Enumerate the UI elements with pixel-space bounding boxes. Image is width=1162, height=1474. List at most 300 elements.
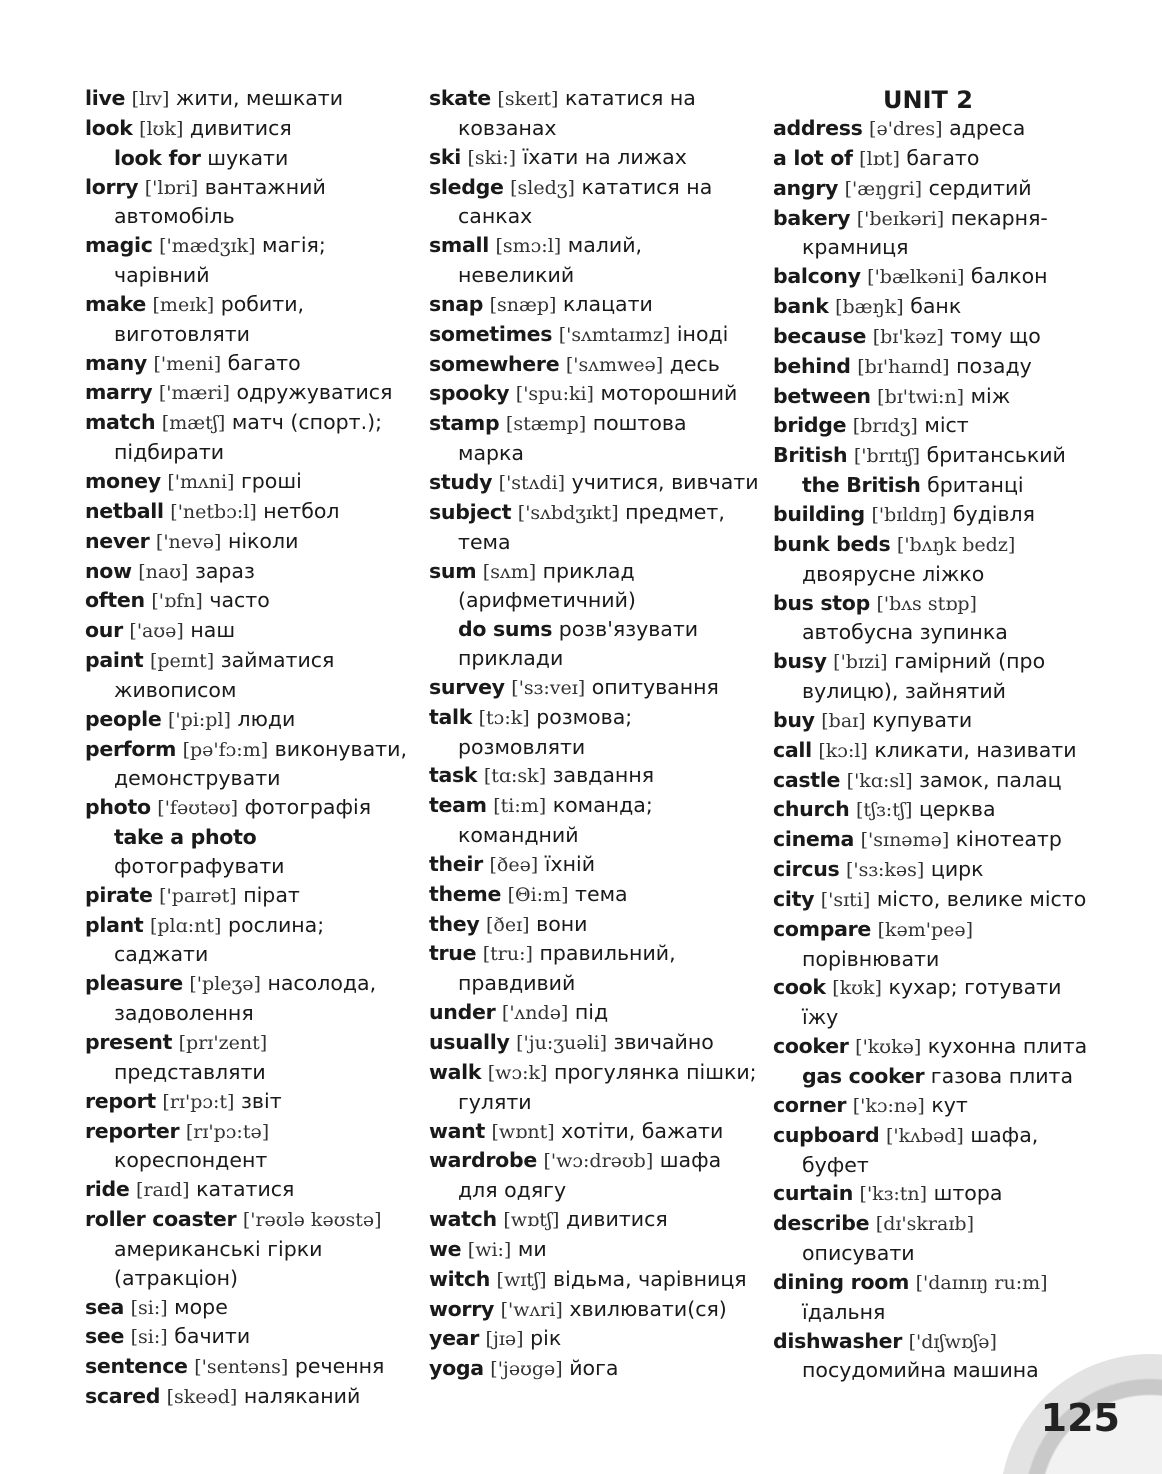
- definition: пірат: [243, 882, 300, 907]
- transcription: ['kʊkə]: [855, 1036, 922, 1059]
- dictionary-entry: [85, 527, 415, 557]
- headword: bridge: [773, 413, 847, 438]
- definition: правильний, правдивий: [458, 941, 676, 996]
- transcription: [rɪ'pɔ:tə]: [185, 1120, 270, 1143]
- dictionary-entry: [429, 1117, 759, 1147]
- transcription: ['spu:ki]: [515, 383, 594, 406]
- definition: кататися на санках: [458, 174, 713, 229]
- headword: talk: [429, 704, 473, 729]
- headword: address: [773, 116, 863, 140]
- transcription: [dɪ'skraɪb]: [875, 1213, 974, 1236]
- headword: lorry: [85, 174, 139, 199]
- transcription: ['bʌs stɒp]: [876, 592, 977, 615]
- definition: виконувати, демонструвати: [114, 736, 407, 791]
- column-1: [85, 84, 415, 1412]
- headword: roller coaster: [85, 1207, 237, 1232]
- dictionary-entry: [429, 290, 759, 320]
- definition: дивитися: [189, 115, 292, 140]
- dictionary-entry: [85, 290, 415, 349]
- transcription: [skeɪt]: [497, 88, 559, 110]
- dictionary-entry: [429, 409, 759, 468]
- headword: study: [429, 469, 493, 494]
- definition: банк: [910, 294, 962, 319]
- headword: city: [773, 886, 815, 911]
- definition: матч (спорт.); підбирати: [114, 410, 382, 465]
- headword: want: [429, 1118, 485, 1143]
- transcription: [ə'dres]: [869, 118, 943, 140]
- transcription: [tʃɜ:tʃ]: [855, 799, 913, 822]
- definition: багато: [227, 350, 301, 375]
- headword: watch: [429, 1207, 497, 1232]
- transcription: ['brɪtɪʃ]: [853, 445, 921, 468]
- definition: тому що: [950, 323, 1041, 348]
- definition: одружуватися: [236, 380, 393, 405]
- transcription: [ðeɪ]: [486, 913, 530, 936]
- dictionary-entry: [773, 114, 1093, 144]
- transcription: ['aʊə]: [129, 620, 184, 643]
- definition: клацати: [563, 291, 653, 316]
- dictionary-entry: [85, 881, 415, 911]
- definition: британці: [927, 473, 1024, 498]
- transcription: [lɪv]: [131, 88, 170, 110]
- transcription: [stæmp]: [505, 413, 587, 436]
- transcription: [bɪ'kəz]: [872, 325, 944, 348]
- column-3: [773, 84, 1093, 1385]
- transcription: [lʊk]: [139, 117, 184, 140]
- definition: цирк: [930, 857, 984, 882]
- transcription: [ti:m]: [493, 795, 547, 818]
- dictionary-entry: [773, 855, 1093, 885]
- headword: walk: [429, 1059, 482, 1084]
- dictionary-entry: [773, 500, 1093, 530]
- definition: автобусна зупинка: [802, 620, 1008, 645]
- definition: наляканий: [243, 1384, 361, 1409]
- transcription: ['kɜ:tn]: [859, 1183, 928, 1206]
- definition: шафа для одягу: [458, 1148, 722, 1203]
- dictionary-entry: [85, 705, 415, 735]
- headword: because: [773, 323, 867, 348]
- sub-entry: [429, 615, 759, 673]
- definition: рослина; саджати: [114, 912, 325, 967]
- definition: кінотеатр: [955, 827, 1062, 852]
- transcription: [wɔ:k]: [487, 1061, 548, 1084]
- headword: sea: [85, 1294, 125, 1319]
- definition: поштова марка: [458, 411, 687, 466]
- headword: gas cooker: [802, 1064, 925, 1088]
- transcription: [kɔ:l]: [818, 739, 868, 762]
- dictionary-entry: [429, 1354, 759, 1384]
- definition: замок, палац: [919, 767, 1062, 792]
- transcription: ['bælkəni]: [867, 266, 965, 289]
- transcription: ['ju:ʒuəli]: [516, 1032, 608, 1054]
- headword: now: [85, 558, 132, 583]
- definition: представляти: [114, 1059, 266, 1084]
- definition: адреса: [949, 116, 1026, 140]
- headword: behind: [773, 353, 851, 378]
- transcription: ['sɪti]: [820, 888, 871, 911]
- headword: photo: [85, 795, 151, 820]
- dictionary-entry: [773, 589, 1093, 648]
- transcription: ['wɔ:drəʊb]: [543, 1150, 654, 1173]
- dictionary-entry: [773, 1179, 1093, 1209]
- definition: кухонна плита: [927, 1034, 1088, 1059]
- headword: their: [429, 851, 483, 876]
- headword: church: [773, 797, 850, 822]
- headword: cook: [773, 975, 826, 1000]
- definition: балкон: [970, 264, 1048, 289]
- transcription: ['kɑ:sl]: [846, 769, 913, 792]
- transcription: ['rəʊlə kəʊstə]: [242, 1209, 382, 1232]
- transcription: ['kʌbəd]: [885, 1124, 964, 1147]
- headword: buy: [773, 707, 815, 732]
- dictionary-entry: [429, 350, 759, 380]
- headword: balcony: [773, 264, 861, 289]
- headword: British: [773, 443, 848, 468]
- headword: many: [85, 350, 147, 375]
- definition: насолода, задоволення: [114, 971, 377, 1026]
- transcription: [kʊk]: [832, 977, 882, 1000]
- headword: ride: [85, 1177, 130, 1202]
- headword: bakery: [773, 205, 851, 230]
- definition: будівля: [952, 501, 1035, 526]
- definition: опитування: [591, 674, 719, 699]
- transcription: [prɪ'zent]: [178, 1032, 268, 1054]
- dictionary-entry: [429, 320, 759, 350]
- definition: дивитися: [565, 1207, 668, 1232]
- headword: compare: [773, 916, 872, 941]
- transcription: [tru:]: [482, 943, 533, 966]
- transcription: ['bɪzi]: [833, 651, 888, 674]
- transcription: ['dɪʃwɒʃə]: [908, 1330, 997, 1353]
- definition: десь: [669, 351, 720, 376]
- transcription: [Θi:m]: [507, 883, 569, 906]
- dictionary-entry: [429, 939, 759, 998]
- transcription: ['bʌŋk bedz]: [896, 533, 1016, 556]
- sub-entry: [85, 144, 415, 173]
- headword: make: [85, 291, 146, 316]
- dictionary-entry: [85, 1322, 415, 1352]
- headword: yoga: [429, 1356, 484, 1381]
- column-2: [429, 84, 759, 1384]
- definition: їхній: [544, 851, 596, 876]
- dictionary-entry: [429, 173, 759, 232]
- headword: sometimes: [429, 321, 553, 346]
- dictionary-entry: [773, 322, 1093, 352]
- dictionary-entry: [429, 1295, 759, 1325]
- dictionary-entry: [429, 468, 759, 498]
- transcription: [tɑ:sk]: [483, 765, 547, 788]
- definition: сердитий: [928, 175, 1032, 200]
- dictionary-entry: [429, 761, 759, 791]
- dictionary-entry: [85, 114, 415, 144]
- transcription: ['bɪldɪŋ]: [871, 503, 947, 526]
- transcription: [ðeə]: [489, 853, 539, 876]
- headword: angry: [773, 175, 839, 200]
- definition: американські гірки (атракціон): [114, 1236, 323, 1290]
- dictionary-entry: [429, 143, 759, 173]
- transcription: [ski:]: [467, 146, 517, 169]
- transcription: [tɔ:k]: [478, 706, 530, 729]
- definition: кут: [931, 1092, 968, 1117]
- definition: команда; командний: [458, 793, 653, 848]
- dictionary-entry: [773, 766, 1093, 796]
- definition: жити, мешкати: [175, 86, 344, 110]
- transcription: ['sɜ:kəs]: [845, 859, 925, 882]
- dictionary-entry: [773, 915, 1093, 974]
- transcription: ['æŋgri]: [844, 177, 923, 200]
- transcription: ['sɜ:veɪ]: [511, 676, 586, 699]
- definition: газова плита: [930, 1064, 1074, 1088]
- transcription: ['kɔ:nə]: [852, 1094, 925, 1117]
- headword: call: [773, 737, 812, 762]
- headword: survey: [429, 674, 505, 699]
- definition: фотографія: [244, 795, 372, 820]
- headword: dining room: [773, 1269, 910, 1294]
- sub-entry: [85, 823, 415, 881]
- dictionary-entry: [773, 647, 1093, 706]
- definition: під: [574, 1000, 609, 1025]
- transcription: ['mædʒɪk]: [159, 235, 256, 258]
- definition: завдання: [552, 763, 655, 788]
- transcription: [wi:]: [467, 1238, 512, 1261]
- definition: ніколи: [227, 528, 299, 553]
- dictionary-entry: [773, 292, 1093, 322]
- dictionary-entry: [429, 1058, 759, 1117]
- headword: match: [85, 410, 156, 435]
- transcription: [lɒt]: [859, 147, 900, 170]
- dictionary-entry: [773, 885, 1093, 915]
- transcription: ['sʌmtaɪmz]: [558, 323, 671, 346]
- transcription: [si:]: [130, 1326, 168, 1349]
- definition: посудомийна машина: [802, 1358, 1039, 1383]
- transcription: [bæŋk]: [835, 296, 904, 319]
- dictionary-entry: [773, 174, 1093, 204]
- headword: reporter: [85, 1118, 180, 1143]
- definition: гамірний (про вулицю), зайнятий: [802, 649, 1046, 704]
- transcription: [rɪ'pɔ:t]: [162, 1090, 235, 1113]
- dictionary-entry: [85, 646, 415, 705]
- dictionary-entry: [85, 497, 415, 527]
- transcription: [sledʒ]: [510, 176, 575, 199]
- dictionary-entry: [773, 973, 1093, 1032]
- headword: pirate: [85, 882, 153, 907]
- headword: worry: [429, 1296, 495, 1321]
- definition: учитися, вивчати: [571, 469, 759, 494]
- dictionary-entry: [429, 498, 759, 557]
- dictionary-entry: [85, 557, 415, 587]
- transcription: ['lɒri]: [144, 176, 199, 199]
- definition: пекарня-крамниця: [802, 205, 1048, 260]
- definition: рік: [530, 1326, 562, 1351]
- transcription: [smɔ:l]: [495, 235, 562, 258]
- transcription: ['sʌmweə]: [565, 353, 664, 376]
- dictionary-entry: [85, 1382, 415, 1412]
- headword: snap: [429, 291, 484, 316]
- transcription: [plɑ:nt]: [149, 914, 222, 937]
- definition: місто, велике місто: [876, 886, 1087, 911]
- dictionary-entry: [85, 349, 415, 379]
- headword: marry: [85, 380, 153, 405]
- headword: cooker: [773, 1034, 849, 1059]
- transcription: ['fəʊtəʊ]: [157, 797, 239, 820]
- dictionary-entry: [429, 673, 759, 703]
- headword: witch: [429, 1266, 491, 1291]
- dictionary-entry: [773, 1121, 1093, 1180]
- dictionary-entry: [85, 969, 415, 1028]
- headword: pleasure: [85, 971, 183, 996]
- headword: perform: [85, 736, 177, 761]
- definition: гроші: [241, 468, 302, 493]
- headword: scared: [85, 1384, 161, 1409]
- headword: ski: [429, 144, 461, 169]
- dictionary-entry: [773, 411, 1093, 441]
- transcription: [raɪd]: [136, 1179, 190, 1202]
- headword: look: [85, 115, 133, 140]
- dictionary-entry: [773, 706, 1093, 736]
- transcription: [kəm'peə]: [877, 918, 974, 941]
- definition: кухар; готувати їжу: [802, 975, 1062, 1030]
- transcription: ['mʌni]: [167, 470, 235, 493]
- definition: між: [970, 383, 1011, 408]
- headword: wardrobe: [429, 1148, 537, 1173]
- definition: розмова; розмовляти: [458, 704, 633, 759]
- definition: прогулянка пішки; гуляти: [458, 1059, 757, 1114]
- definition: часто: [209, 588, 270, 613]
- headword: often: [85, 588, 145, 613]
- definition: зараз: [194, 558, 255, 583]
- dictionary-entry: [429, 84, 759, 143]
- definition: хотіти, бажати: [561, 1118, 724, 1143]
- definition: кататися на ковзанах: [458, 86, 696, 140]
- headword: take a photo: [114, 825, 257, 850]
- headword: bunk beds: [773, 531, 891, 556]
- headword: sledge: [429, 174, 504, 199]
- transcription: ['mæri]: [158, 382, 230, 405]
- transcription: [snæp]: [489, 293, 557, 316]
- transcription: [bɪ'twi:n]: [877, 385, 965, 408]
- transcription: ['beɪkəri]: [856, 207, 945, 230]
- dictionary-entry: [429, 379, 759, 409]
- transcription: [wɒtʃ]: [503, 1209, 560, 1232]
- headword: bus stop: [773, 590, 870, 615]
- definition: ми: [517, 1236, 547, 1261]
- headword: subject: [429, 499, 512, 524]
- headword: usually: [429, 1030, 510, 1054]
- transcription: [baɪ]: [821, 709, 866, 732]
- definition: їхати на лижах: [522, 144, 687, 169]
- definition: звичайно: [613, 1030, 714, 1054]
- definition: вантажний автомобіль: [114, 174, 326, 229]
- definition: міст: [924, 413, 969, 438]
- headword: paint: [85, 648, 144, 673]
- transcription: ['wʌri]: [500, 1298, 563, 1321]
- dictionary-entry: [773, 144, 1093, 174]
- headword: our: [85, 618, 123, 643]
- definition: малий, невеликий: [458, 233, 643, 288]
- headword: sum: [429, 558, 477, 583]
- headword: under: [429, 1000, 496, 1025]
- dictionary-entry: [429, 791, 759, 850]
- definition: шукати: [207, 145, 289, 170]
- definition: море: [174, 1294, 228, 1319]
- transcription: ['sʌbdʒɪkt]: [517, 501, 619, 524]
- transcription: [wɪtʃ]: [496, 1268, 547, 1291]
- definition: звіт: [241, 1088, 282, 1113]
- headword: cupboard: [773, 1122, 880, 1147]
- headword: circus: [773, 857, 840, 882]
- definition: речення: [294, 1354, 385, 1379]
- transcription: [bɪ'haɪnd]: [857, 355, 950, 378]
- headword: we: [429, 1236, 462, 1261]
- definition: їдальня: [802, 1299, 886, 1324]
- headword: report: [85, 1088, 156, 1113]
- headword: dishwasher: [773, 1328, 903, 1353]
- headword: a lot of: [773, 145, 853, 170]
- dictionary-entry: [773, 530, 1093, 589]
- transcription: ['pi:pl]: [168, 708, 231, 731]
- headword: busy: [773, 649, 827, 674]
- definition: штора: [933, 1181, 1003, 1206]
- dictionary-entry: [85, 1087, 415, 1117]
- headword: corner: [773, 1092, 847, 1117]
- dictionary-entry: [85, 84, 415, 114]
- transcription: [sʌm]: [482, 560, 537, 583]
- headword: curtain: [773, 1181, 854, 1206]
- transcription: [wɒnt]: [491, 1120, 555, 1143]
- transcription: [pə'fɔ:m]: [182, 738, 269, 761]
- transcription: ['daɪnɪŋ ru:m]: [915, 1271, 1048, 1294]
- transcription: [naʊ]: [138, 560, 189, 583]
- definition: кореспондент: [114, 1148, 268, 1173]
- definition: фотографувати: [114, 853, 285, 878]
- definition: предмет, тема: [458, 499, 725, 554]
- headword: present: [85, 1030, 173, 1054]
- definition: приклад (арифметичний): [458, 558, 636, 613]
- definition: британський: [926, 443, 1066, 468]
- dictionary-entry: [429, 1235, 759, 1265]
- headword: small: [429, 233, 489, 258]
- definition: шафа, буфет: [802, 1122, 1039, 1177]
- headword: see: [85, 1324, 125, 1349]
- definition: купувати: [872, 707, 973, 732]
- sub-entry: [773, 1062, 1093, 1091]
- definition: розв'язувати приклади: [458, 617, 699, 671]
- dictionary-entry: [85, 173, 415, 232]
- definition: хвилювати(ся): [569, 1296, 727, 1321]
- dictionary-entry: [773, 1268, 1093, 1327]
- definition: бачити: [174, 1324, 251, 1349]
- dictionary-entry: [773, 825, 1093, 855]
- dictionary-entry: [85, 793, 415, 823]
- transcription: [meɪk]: [152, 293, 215, 316]
- definition: вони: [536, 911, 588, 936]
- headword: people: [85, 706, 162, 731]
- headword: sentence: [85, 1354, 188, 1379]
- dictionary-entry: [85, 735, 415, 794]
- transcription: ['sɪnəmə]: [860, 829, 950, 852]
- dictionary-entry: [429, 703, 759, 762]
- headword: task: [429, 763, 478, 788]
- transcription: [peɪnt]: [149, 650, 215, 673]
- dictionary-entry: [85, 378, 415, 408]
- dictionary-entry: [85, 1175, 415, 1205]
- definition: наш: [190, 618, 236, 643]
- transcription: [brɪdʒ]: [852, 415, 918, 438]
- definition: тема: [575, 881, 628, 906]
- dictionary-entry: [429, 910, 759, 940]
- headword: look for: [114, 145, 201, 170]
- transcription: [si:]: [130, 1296, 168, 1319]
